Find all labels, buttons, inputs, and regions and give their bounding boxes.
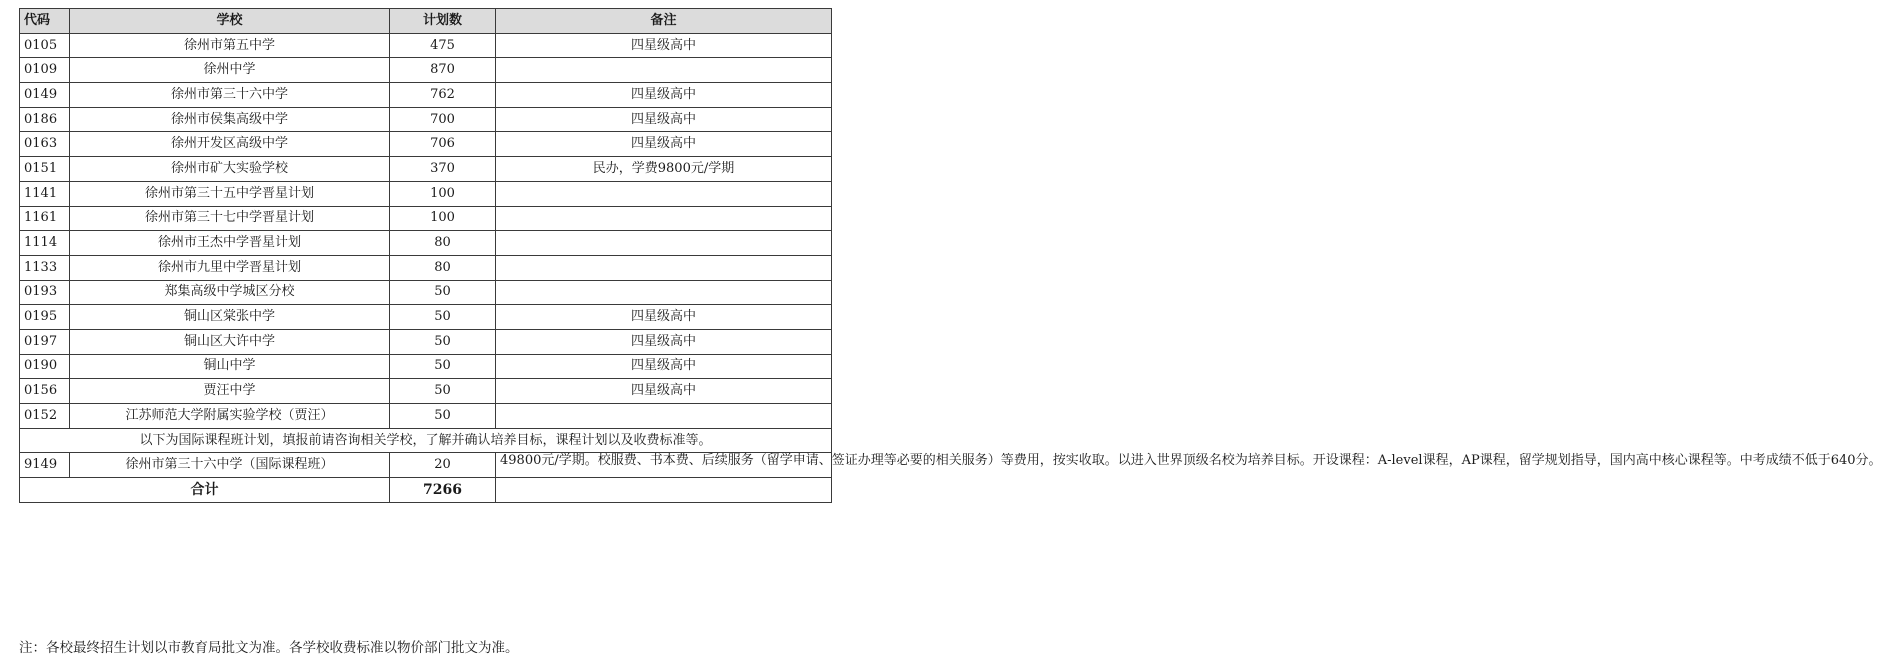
header-count: 计划数: [390, 9, 496, 34]
cell-school: 徐州市九里中学晋星计划: [70, 255, 390, 280]
cell-note: [496, 280, 832, 305]
cell-note: 四星级高中: [496, 354, 832, 379]
cell-note: 四星级高中: [496, 107, 832, 132]
table-body: [20, 33, 1882, 502]
cell-code: 0190: [20, 354, 70, 379]
cell-school: 徐州市第三十五中学晋星计划: [70, 181, 390, 206]
cell-code: 0195: [20, 305, 70, 330]
cell-count: 870: [390, 58, 496, 83]
cell-count: 80: [390, 231, 496, 256]
cell-count: 80: [390, 255, 496, 280]
table-row: [20, 83, 832, 108]
cell-count: 50: [390, 354, 496, 379]
table-row: [20, 404, 832, 429]
header-school: 学校: [70, 9, 390, 34]
header-row: [20, 9, 832, 34]
cell-code: 0197: [20, 329, 70, 354]
cell-school: 徐州市第三十六中学（国际课程班）: [70, 453, 390, 478]
cell-count: 370: [390, 157, 496, 182]
cell-school: 徐州开发区高级中学: [70, 132, 390, 157]
table-row: [20, 157, 832, 182]
table-row: [20, 329, 832, 354]
total-row: [20, 478, 832, 503]
cell-count: 50: [390, 305, 496, 330]
cell-note: [496, 206, 832, 231]
cell-school: 徐州市第五中学: [70, 33, 390, 58]
banner-row: [20, 428, 832, 453]
cell-note: 四星级高中: [496, 379, 832, 404]
table-row: [20, 132, 832, 157]
cell-school: 江苏师范大学附属实验学校（贾汪）: [70, 404, 390, 429]
cell-note: 民办，学费9800元/学期: [496, 157, 832, 182]
cell-code: 9149: [20, 453, 70, 478]
cell-code: 0109: [20, 58, 70, 83]
footnote: 注：各校最终招生计划以市教育局批文为准。各学校收费标准以物价部门批文为准。: [19, 640, 519, 656]
table-row-international: [20, 453, 832, 478]
cell-school: 徐州中学: [70, 58, 390, 83]
cell-code: 0105: [20, 33, 70, 58]
cell-note: [496, 404, 832, 429]
cell-note: 四星级高中: [496, 83, 832, 108]
cell-count: 100: [390, 181, 496, 206]
cell-school: 铜山区棠张中学: [70, 305, 390, 330]
table-row: [20, 354, 832, 379]
cell-code: 1161: [20, 206, 70, 231]
table-row: [20, 58, 832, 83]
cell-count: 20: [390, 453, 496, 478]
cell-school: 徐州市王杰中学晋星计划: [70, 231, 390, 256]
cell-note: [496, 255, 832, 280]
table-row: [20, 107, 832, 132]
cell-count: 762: [390, 83, 496, 108]
cell-note: 四星级高中: [496, 329, 832, 354]
cell-school: 徐州市侯集高级中学: [70, 107, 390, 132]
cell-note: 四星级高中: [496, 33, 832, 58]
enrollment-plan-table: [19, 8, 1882, 503]
cell-code: 1133: [20, 255, 70, 280]
total-note-empty: [496, 478, 832, 503]
cell-school: 郑集高级中学城区分校: [70, 280, 390, 305]
cell-code: 0152: [20, 404, 70, 429]
cell-count: 700: [390, 107, 496, 132]
cell-count: 475: [390, 33, 496, 58]
cell-note: [496, 58, 832, 83]
cell-count: 50: [390, 379, 496, 404]
cell-code: 0193: [20, 280, 70, 305]
international-notice: 以下为国际课程班计划，填报前请咨询相关学校，了解并确认培养目标，课程计划以及收费标准等。: [20, 428, 832, 453]
table-row: [20, 379, 832, 404]
header-note: 备注: [496, 9, 832, 34]
cell-school: 贾汪中学: [70, 379, 390, 404]
cell-code: 0149: [20, 83, 70, 108]
cell-code: 0151: [20, 157, 70, 182]
cell-code: 1114: [20, 231, 70, 256]
cell-count: 100: [390, 206, 496, 231]
cell-note: [496, 231, 832, 256]
table-row: [20, 206, 832, 231]
cell-count: 50: [390, 329, 496, 354]
table-row: [20, 305, 832, 330]
table-row: [20, 231, 832, 256]
cell-note: 49800元/学期。校服费、书本费、后续服务（留学申请、签证办理等必要的相关服务）等费用，按实收取。以进入世界顶级名校为培养目标。开设课程：A-level课程，AP课程，留学规划指导，国内高中核心课程等。中考成绩不低于640分。: [496, 453, 832, 478]
cell-school: 徐州市第三十六中学: [70, 83, 390, 108]
cell-count: 706: [390, 132, 496, 157]
cell-code: 0186: [20, 107, 70, 132]
cell-note: 四星级高中: [496, 132, 832, 157]
cell-code: 1141: [20, 181, 70, 206]
cell-note: 四星级高中: [496, 305, 832, 330]
cell-code: 0163: [20, 132, 70, 157]
table-row: [20, 181, 832, 206]
table-row: [20, 33, 832, 58]
cell-note: [496, 181, 832, 206]
cell-count: 50: [390, 404, 496, 429]
cell-code: 0156: [20, 379, 70, 404]
header-code: 代码: [20, 9, 70, 34]
cell-school: 铜山中学: [70, 354, 390, 379]
table-row: [20, 255, 832, 280]
cell-count: 50: [390, 280, 496, 305]
table-row: [20, 280, 832, 305]
total-label: 合计: [20, 478, 390, 503]
total-value: 7266: [390, 478, 496, 503]
cell-school: 徐州市矿大实验学校: [70, 157, 390, 182]
cell-school: 徐州市第三十七中学晋星计划: [70, 206, 390, 231]
cell-school: 铜山区大许中学: [70, 329, 390, 354]
